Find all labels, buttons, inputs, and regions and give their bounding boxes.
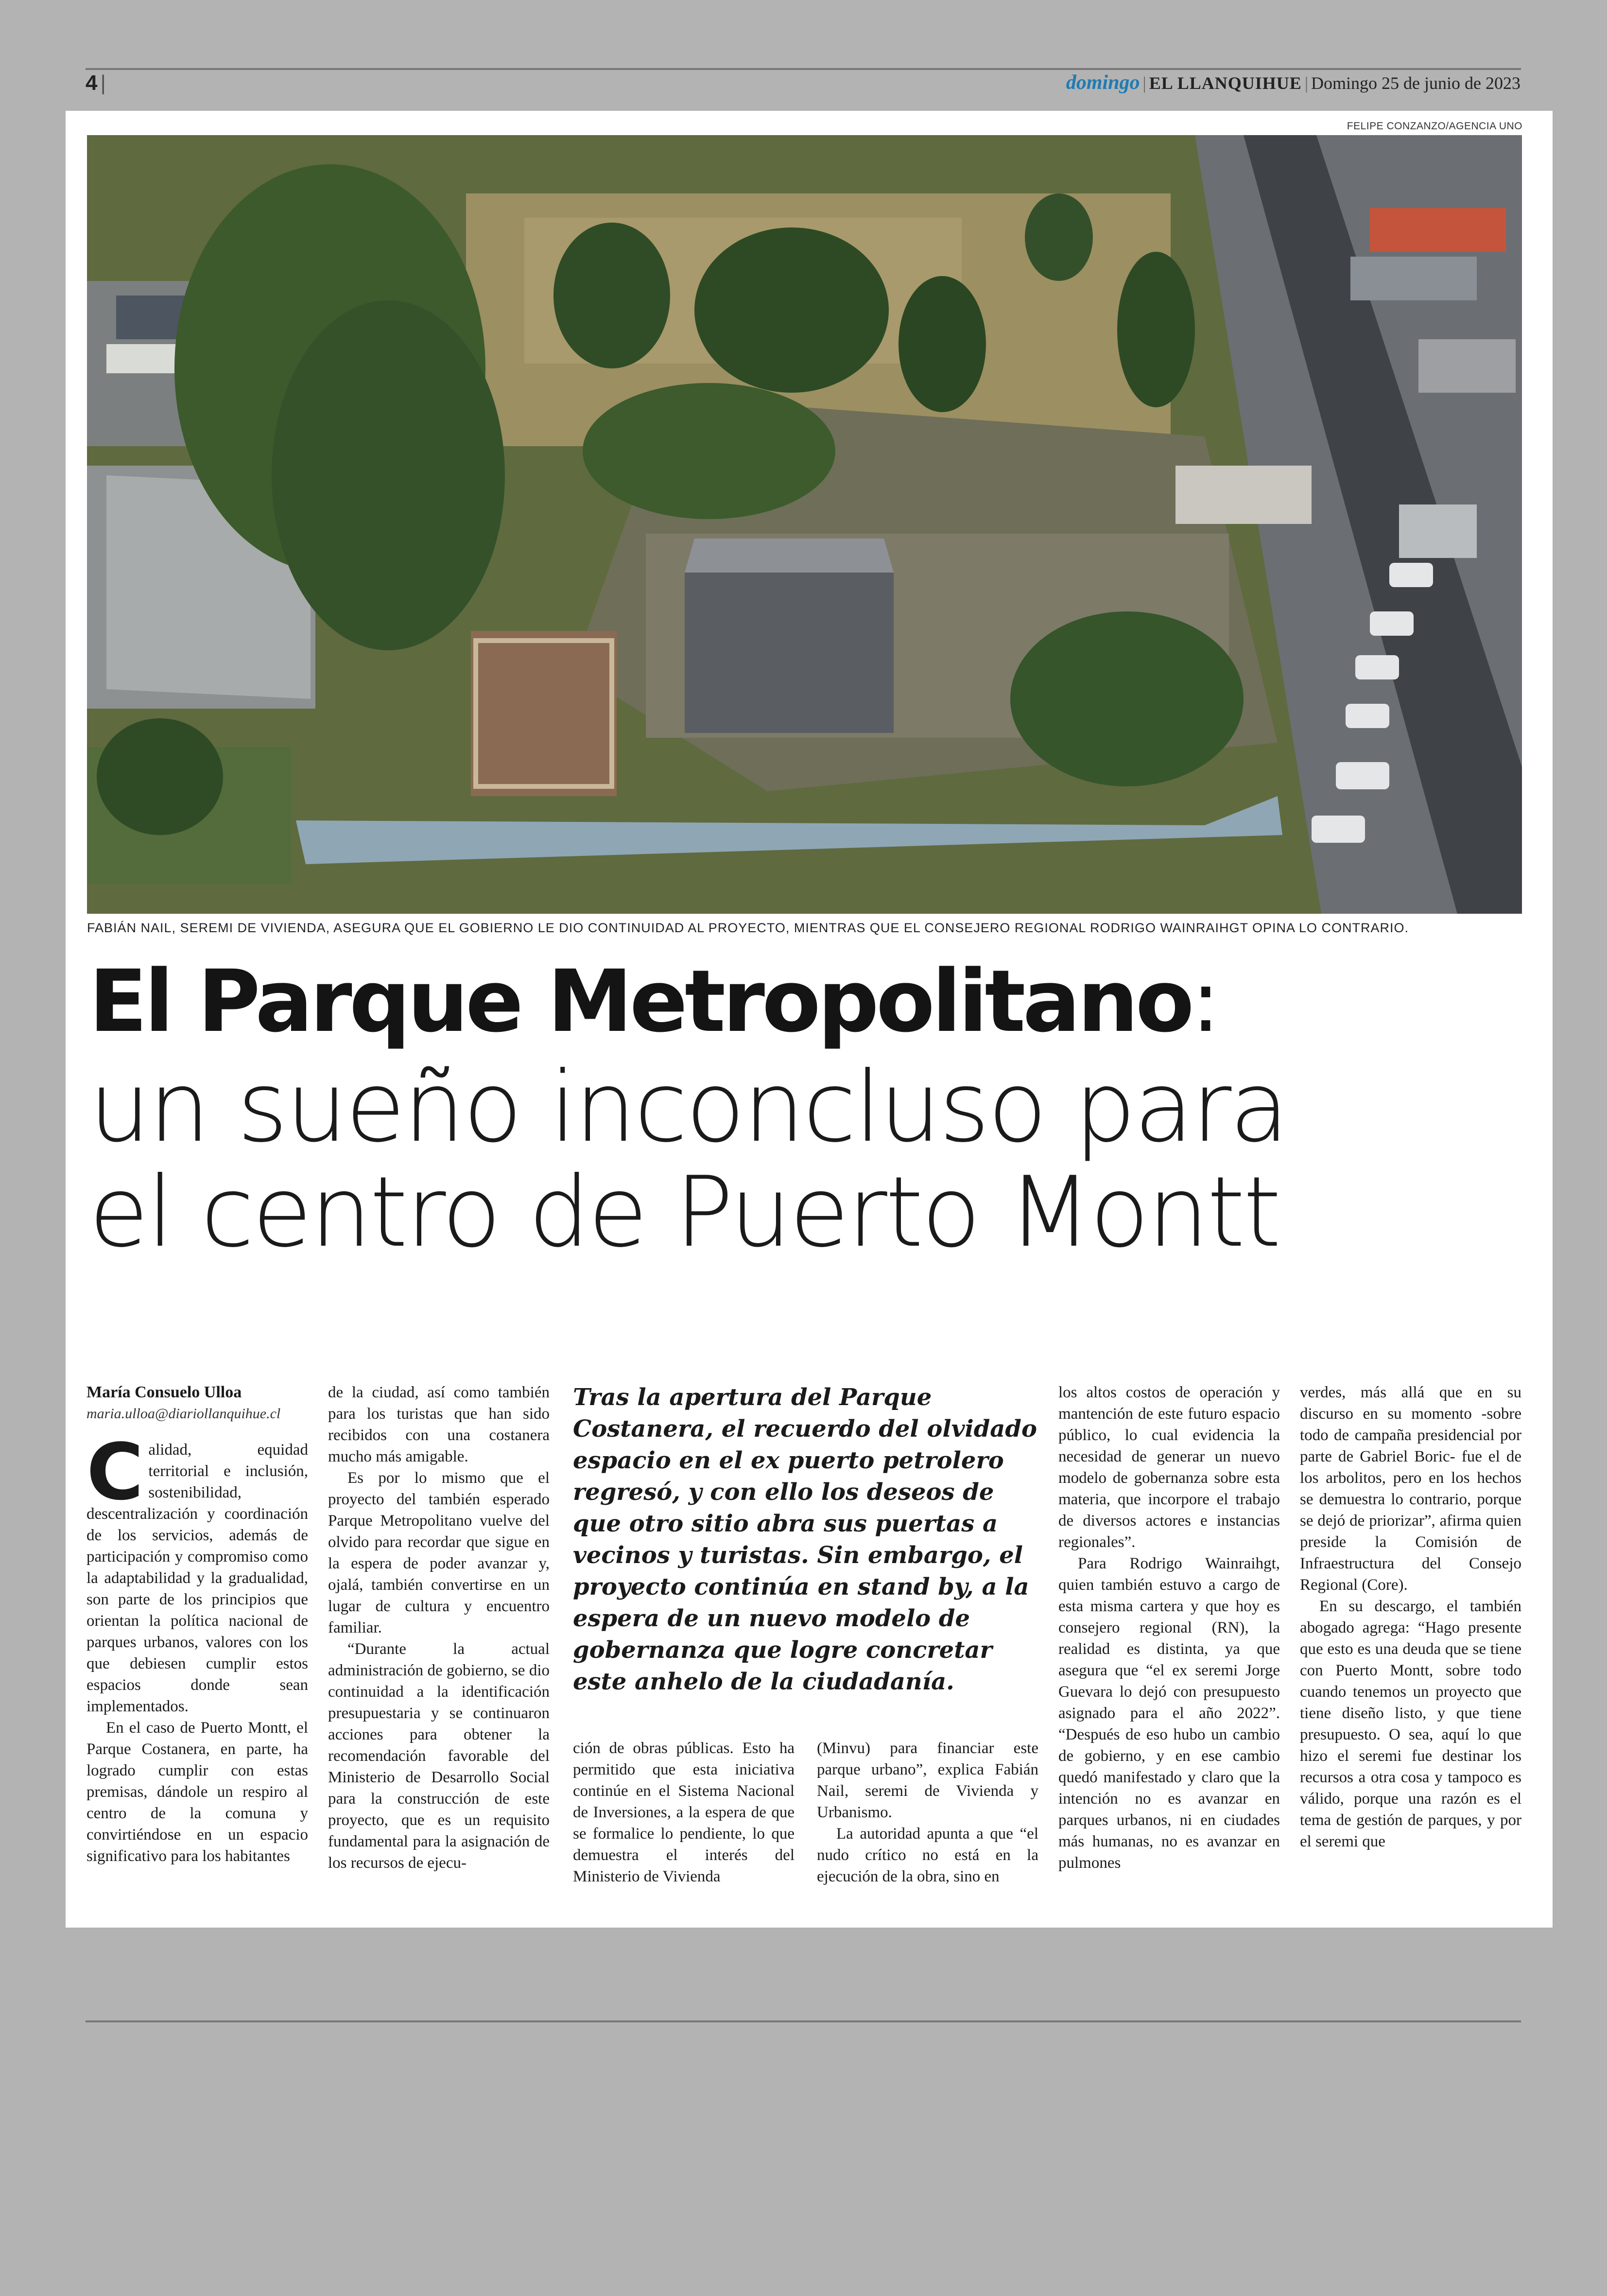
column-5 bbox=[1058, 1382, 1280, 1874]
aerial-photo bbox=[87, 135, 1522, 914]
masthead: domingo | EL LLANQUIHUE | Domingo 25 de junio de 2023 bbox=[1066, 71, 1521, 94]
paragraph: los altos costos de operación y mantención de este futuro espacio público, lo cual evidencia la necesidad de generar un nuevo modelo de gobernanza sobre esta materia, que incorpore el trabajo de diversos actores e instancias regionales”. bbox=[1058, 1384, 1280, 1551]
footer-rule bbox=[86, 2020, 1521, 2022]
paragraph: En su descargo, el también abogado agrega: “Hago presente que esto es una deuda que se tiene con Puerto Montt, sobre todo cuando tenemos un proyecto que tiene diseño listo, y que tiene presupuesto. O sea, aquí lo que hizo el seremi fue destinar los recursos a otra cosa y tampoco es válido, porque una razón es el tema de gestión de parques, y por el seremi que bbox=[1300, 1598, 1521, 1850]
paragraph: verdes, más allá que en su discurso en su momento -sobre todo de campaña presidencial por parte de Gabriel Boric- fue el de los arbolitos, pero en los hechos se demuestra lo contrario, porque se dejó de priorizar”, afirma quien preside la Comisión de Infraestructura del Consejo Regional (Core). bbox=[1300, 1384, 1521, 1594]
column-1 bbox=[86, 1382, 308, 1867]
photo-credit: FELIPE CONZANZO/AGENCIA UNO bbox=[1347, 121, 1522, 132]
paragraph: “Durante la actual administración de gobierno, se dio continuidad a la identificación presupuestaria y se continuaron acciones para obtener la recomendación favorable del Ministerio de Desarrollo Social para la construcción de este proyecto, que es un requisito fundamental para la asignación de los recursos de ejecu- bbox=[328, 1640, 550, 1872]
paragraph: Es por lo mismo que el proyecto del también esperado Parque Metropolitano vuelve del olvido para recordar que sigue en la espera de poder avanzar y, ojalá, también convertirse en un lugar de cultura y encuentro familiar. bbox=[328, 1469, 550, 1636]
headline-bold: El Parque Metropolitano bbox=[89, 952, 1192, 1051]
headline-line-1 bbox=[89, 952, 1527, 1051]
headline-line-3: el centro de Puerto Montt bbox=[89, 1156, 1279, 1269]
article-sheet bbox=[66, 111, 1553, 1928]
drop-cap: C bbox=[86, 1426, 144, 1517]
newspaper-name: EL LLANQUIHUE bbox=[1149, 73, 1302, 93]
column-3 bbox=[573, 1738, 795, 1887]
paragraph: de la ciudad, así como también para los turistas que han sido recibidos con una costanera mucho más amigable. bbox=[328, 1384, 550, 1465]
paragraph: La autoridad apunta a que “el nudo crítico no está en la ejecución de la obra, sino en bbox=[817, 1825, 1038, 1885]
column-4 bbox=[817, 1738, 1038, 1887]
headline bbox=[89, 952, 1527, 1269]
paragraph: ción de obras públicas. Esto ha permitido que esta iniciativa continúe en el Sistema Nacional de Inversiones, a la espera de que se formalice lo pendiente, lo que demuestra el interés del Ministerio de Vivienda bbox=[573, 1739, 795, 1885]
page-number: 4 | bbox=[86, 71, 106, 95]
byline-email: maria.ulloa@diariollanquihue.cl bbox=[86, 1406, 281, 1422]
header-rule bbox=[86, 68, 1521, 70]
column-2 bbox=[328, 1382, 550, 1874]
article-deck: Tras la apertura del Parque Costanera, el recuerdo del olvidado espacio en el ex puerto petrolero regresó, y con ello los deseos de que otro sitio abra sus puertas a vecinos y turistas. Sin embargo, el proyecto continúa en stand by, a la espera de un nuevo modelo de gobernanza que logre concretar este anhelo de la ciudadanía. bbox=[573, 1384, 1037, 1695]
paragraph: Para Rodrigo Wainraihgt, quien también estuvo a cargo de esta misma cartera y que hoy es consejero regional (RN), la realidad es distinta, ya que asegura que “el ex seremi Jorge Guevara lo dejó con presupuesto asignado para el año 2022”. “Después de eso hubo un cambio de gobierno, y en ese cambio quedó manifestado y claro que la intención no es avanzar en parques urbanos, ni en ciudades más humanas, no es avanzar en pulmones bbox=[1058, 1555, 1280, 1872]
headline-colon: : bbox=[1191, 952, 1217, 1051]
paragraph: (Minvu) para financiar este parque urbano”, explica Fabián Nail, seremi de Vivienda y Urbanismo. bbox=[817, 1739, 1038, 1821]
byline-name: María Consuelo Ulloa bbox=[86, 1383, 242, 1401]
paragraph: Calidad, equidad territorial e inclusión, sostenibilidad, descentralización y coordinación de los servicios, además de participación y compromiso como la adaptabilidad y la gradualidad, son parte de los principios que orientan la política nacional de parques urbanos, valores con los que debiesen cumplir estos espacios donde sean implementados. bbox=[86, 1426, 308, 1715]
photo-caption: FABIÁN NAIL, SEREMI DE VIVIENDA, ASEGURA QUE EL GOBIERNO LE DIO CONTINUIDAD AL PROYECTO, MIENTRAS QUE EL CONSEJERO REGIONAL RODRIGO WAINRAIHGT OPINA LO CONTRARIO. bbox=[87, 921, 1409, 935]
headline-line-2: un sueño inconcluso para bbox=[89, 1051, 1287, 1164]
issue-date: Domingo 25 de junio de 2023 bbox=[1311, 73, 1521, 93]
paragraph: En el caso de Puerto Montt, el Parque Costanera, en parte, ha logrado cumplir con estas premisas, dándole un respiro al centro de la comuna y convirtiéndose en un espacio significativo para los habitantes bbox=[86, 1719, 308, 1865]
section-name: domingo bbox=[1066, 71, 1140, 94]
column-6 bbox=[1300, 1382, 1521, 1852]
